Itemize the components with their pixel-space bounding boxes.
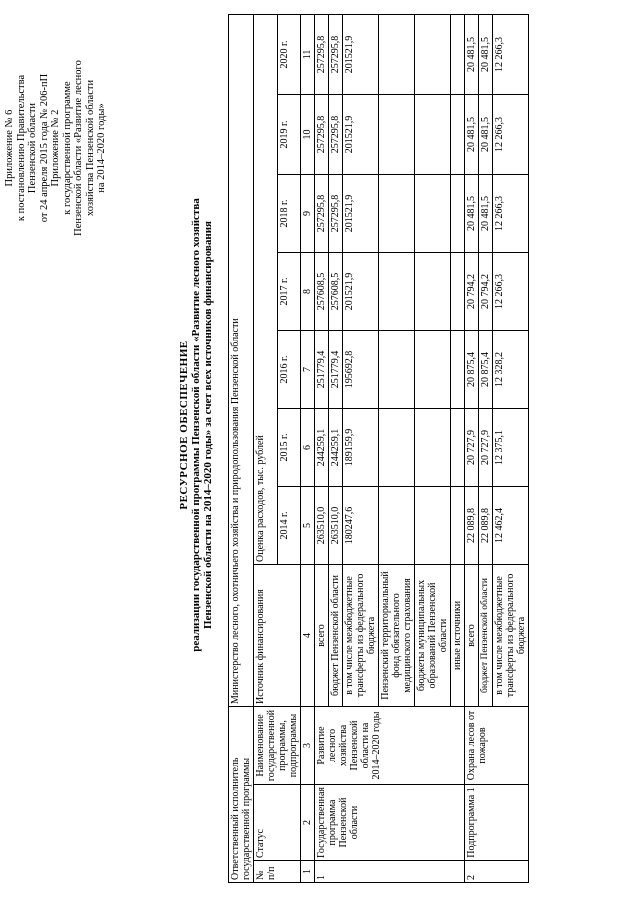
- value-cell: [451, 486, 465, 564]
- table-row: [465, 14, 479, 882]
- value-cell: [451, 330, 465, 408]
- value-cell: 22 089,8: [479, 486, 493, 564]
- header-cell: Источник финансирования: [254, 564, 301, 706]
- value-cell: 20 875,4: [465, 330, 479, 408]
- column-number: 10: [301, 94, 315, 174]
- resource-table: [228, 14, 529, 883]
- year-header: 2017 г.: [277, 252, 301, 330]
- value-cell: 257608,5: [315, 252, 329, 330]
- annex-line: на 2014–2020 годы»: [96, 103, 107, 193]
- column-number: 4: [301, 564, 315, 706]
- heading-line: Пензенской области на 2014–2020 годы» за счет всех источников финансирования: [202, 221, 214, 630]
- value-cell: [415, 94, 451, 174]
- value-cell: 257295,8: [315, 174, 329, 252]
- value-cell: 263510,0: [315, 486, 329, 564]
- value-cell: 201521,9: [343, 252, 379, 330]
- annex-line: к государственной программе: [61, 81, 73, 215]
- column-number: 8: [301, 252, 315, 330]
- column-number: 3: [301, 706, 315, 784]
- value-cell: 20 727,9: [465, 408, 479, 486]
- header-cell: Ответственный исполнитель государственной программы: [229, 706, 254, 882]
- heading-line: реализации государственной программы Пензенской области «Развитие лесного хозяйства: [190, 198, 202, 652]
- annex-line: Приложение № 2: [50, 109, 61, 187]
- value-cell: [415, 408, 451, 486]
- year-header: 2019 г.: [277, 94, 301, 174]
- document-heading: [178, 65, 214, 785]
- value-cell: [451, 14, 465, 94]
- value-cell: 201521,9: [343, 14, 379, 94]
- value-cell: [379, 408, 415, 486]
- year-header: 2014 г.: [277, 486, 301, 564]
- program-name: Развитие лесного хозяйства Пензенской области на 2014–2020 годы: [315, 706, 465, 784]
- source-cell: всего: [465, 564, 479, 706]
- year-header: 2015 г.: [277, 408, 301, 486]
- source-cell: бюджет Пензенской области: [329, 564, 343, 706]
- value-cell: 20 875,4: [479, 330, 493, 408]
- column-number: 2: [301, 785, 315, 861]
- value-cell: 251779,4: [315, 330, 329, 408]
- value-cell: 12 266,3: [493, 252, 529, 330]
- value-cell: 244259,1: [329, 408, 343, 486]
- value-cell: [379, 330, 415, 408]
- value-cell: 257295,8: [329, 14, 343, 94]
- header-cell: Статус: [254, 785, 301, 861]
- value-cell: 257295,8: [315, 94, 329, 174]
- value-cell: 195692,8: [343, 330, 379, 408]
- value-cell: 20 481,5: [465, 14, 479, 94]
- source-cell: в том числе межбюджетные трансферты из федерального бюджета: [493, 564, 529, 706]
- annex-line: Пензенской области: [27, 102, 38, 194]
- subprogram-name: Охрана лесов от пожаров: [465, 706, 529, 784]
- value-cell: [415, 14, 451, 94]
- value-cell: [451, 408, 465, 486]
- header-cell: Оценка расходов, тыс. рублей: [254, 14, 278, 564]
- value-cell: [379, 174, 415, 252]
- annex-line: Пензенской области «Развитие лесного: [73, 60, 84, 236]
- value-cell: 20 481,5: [479, 174, 493, 252]
- source-cell: бюджеты муниципальных образований Пензенской области: [415, 564, 451, 706]
- year-header: 2020 г.: [277, 14, 301, 94]
- subprogram-status: Подпрограмма 1: [465, 785, 529, 861]
- value-cell: [415, 252, 451, 330]
- header-cell: Министерство лесного, охотничьего хозяйства и природопользования Пензенской области: [229, 14, 254, 706]
- source-cell: в том числе межбюджетные трансферты из федерального бюджета: [343, 564, 379, 706]
- column-number: 6: [301, 408, 315, 486]
- table-row: [229, 14, 254, 882]
- value-cell: [379, 94, 415, 174]
- value-cell: 12 266,3: [493, 174, 529, 252]
- source-cell: бюджет Пензенской области: [479, 564, 493, 706]
- value-cell: 12 375,1: [493, 408, 529, 486]
- value-cell: 12 328,2: [493, 330, 529, 408]
- value-cell: 20 481,5: [479, 94, 493, 174]
- column-number: 1: [301, 861, 315, 883]
- value-cell: 257608,5: [329, 252, 343, 330]
- column-number: 7: [301, 330, 315, 408]
- value-cell: [415, 330, 451, 408]
- value-cell: [415, 486, 451, 564]
- year-header: 2018 г.: [277, 174, 301, 252]
- value-cell: 180247,6: [343, 486, 379, 564]
- value-cell: [451, 174, 465, 252]
- value-cell: 12 266,3: [493, 14, 529, 94]
- value-cell: 20 481,5: [465, 94, 479, 174]
- value-cell: 20 727,9: [479, 408, 493, 486]
- value-cell: 251779,4: [329, 330, 343, 408]
- value-cell: 257295,8: [329, 94, 343, 174]
- annex-line: к постановлению Правительства: [15, 74, 27, 222]
- value-cell: 20 794,2: [479, 252, 493, 330]
- header-cell: № п/п: [254, 861, 301, 883]
- value-cell: 263510,0: [329, 486, 343, 564]
- annex-block: [4, 18, 108, 278]
- source-cell: Пензенский территориальный фонд обязательного медицинского страхования: [379, 564, 415, 706]
- annex-line: от 24 апреля 2015 года № 206-пП: [38, 73, 50, 223]
- value-cell: 12 462,4: [493, 486, 529, 564]
- year-header: 2016 г.: [277, 330, 301, 408]
- value-cell: 189159,9: [343, 408, 379, 486]
- value-cell: 201521,9: [343, 94, 379, 174]
- table-row: [254, 14, 278, 882]
- value-cell: [415, 174, 451, 252]
- value-cell: [451, 252, 465, 330]
- table-row: [301, 14, 315, 882]
- annex-line: Приложение № 6: [4, 109, 15, 187]
- value-cell: 20 481,5: [465, 174, 479, 252]
- value-cell: 12 266,3: [493, 94, 529, 174]
- column-number: 9: [301, 174, 315, 252]
- value-cell: [379, 14, 415, 94]
- value-cell: 257295,8: [315, 14, 329, 94]
- column-number: 5: [301, 486, 315, 564]
- annex-line: хозяйства Пензенской области: [84, 79, 96, 217]
- value-cell: 244259,1: [315, 408, 329, 486]
- value-cell: 20 794,2: [465, 252, 479, 330]
- table-row: [315, 14, 329, 882]
- value-cell: 201521,9: [343, 174, 379, 252]
- value-cell: 22 089,8: [465, 486, 479, 564]
- program-status: Государственная программа Пензенской области: [315, 785, 465, 861]
- header-cell: Наименование государственной программы, подпрограммы: [254, 706, 301, 784]
- value-cell: [379, 252, 415, 330]
- source-cell: иные источники: [451, 564, 465, 706]
- document-title: РЕСУРСНОЕ ОБЕСПЕЧЕНИЕ: [178, 340, 190, 510]
- value-cell: [379, 486, 415, 564]
- value-cell: 257295,8: [329, 174, 343, 252]
- column-number: 11: [301, 14, 315, 94]
- source-cell: всего: [315, 564, 329, 706]
- row-number: 1: [315, 861, 465, 883]
- value-cell: 20 481,5: [479, 14, 493, 94]
- row-number: 2: [465, 861, 529, 883]
- value-cell: [451, 94, 465, 174]
